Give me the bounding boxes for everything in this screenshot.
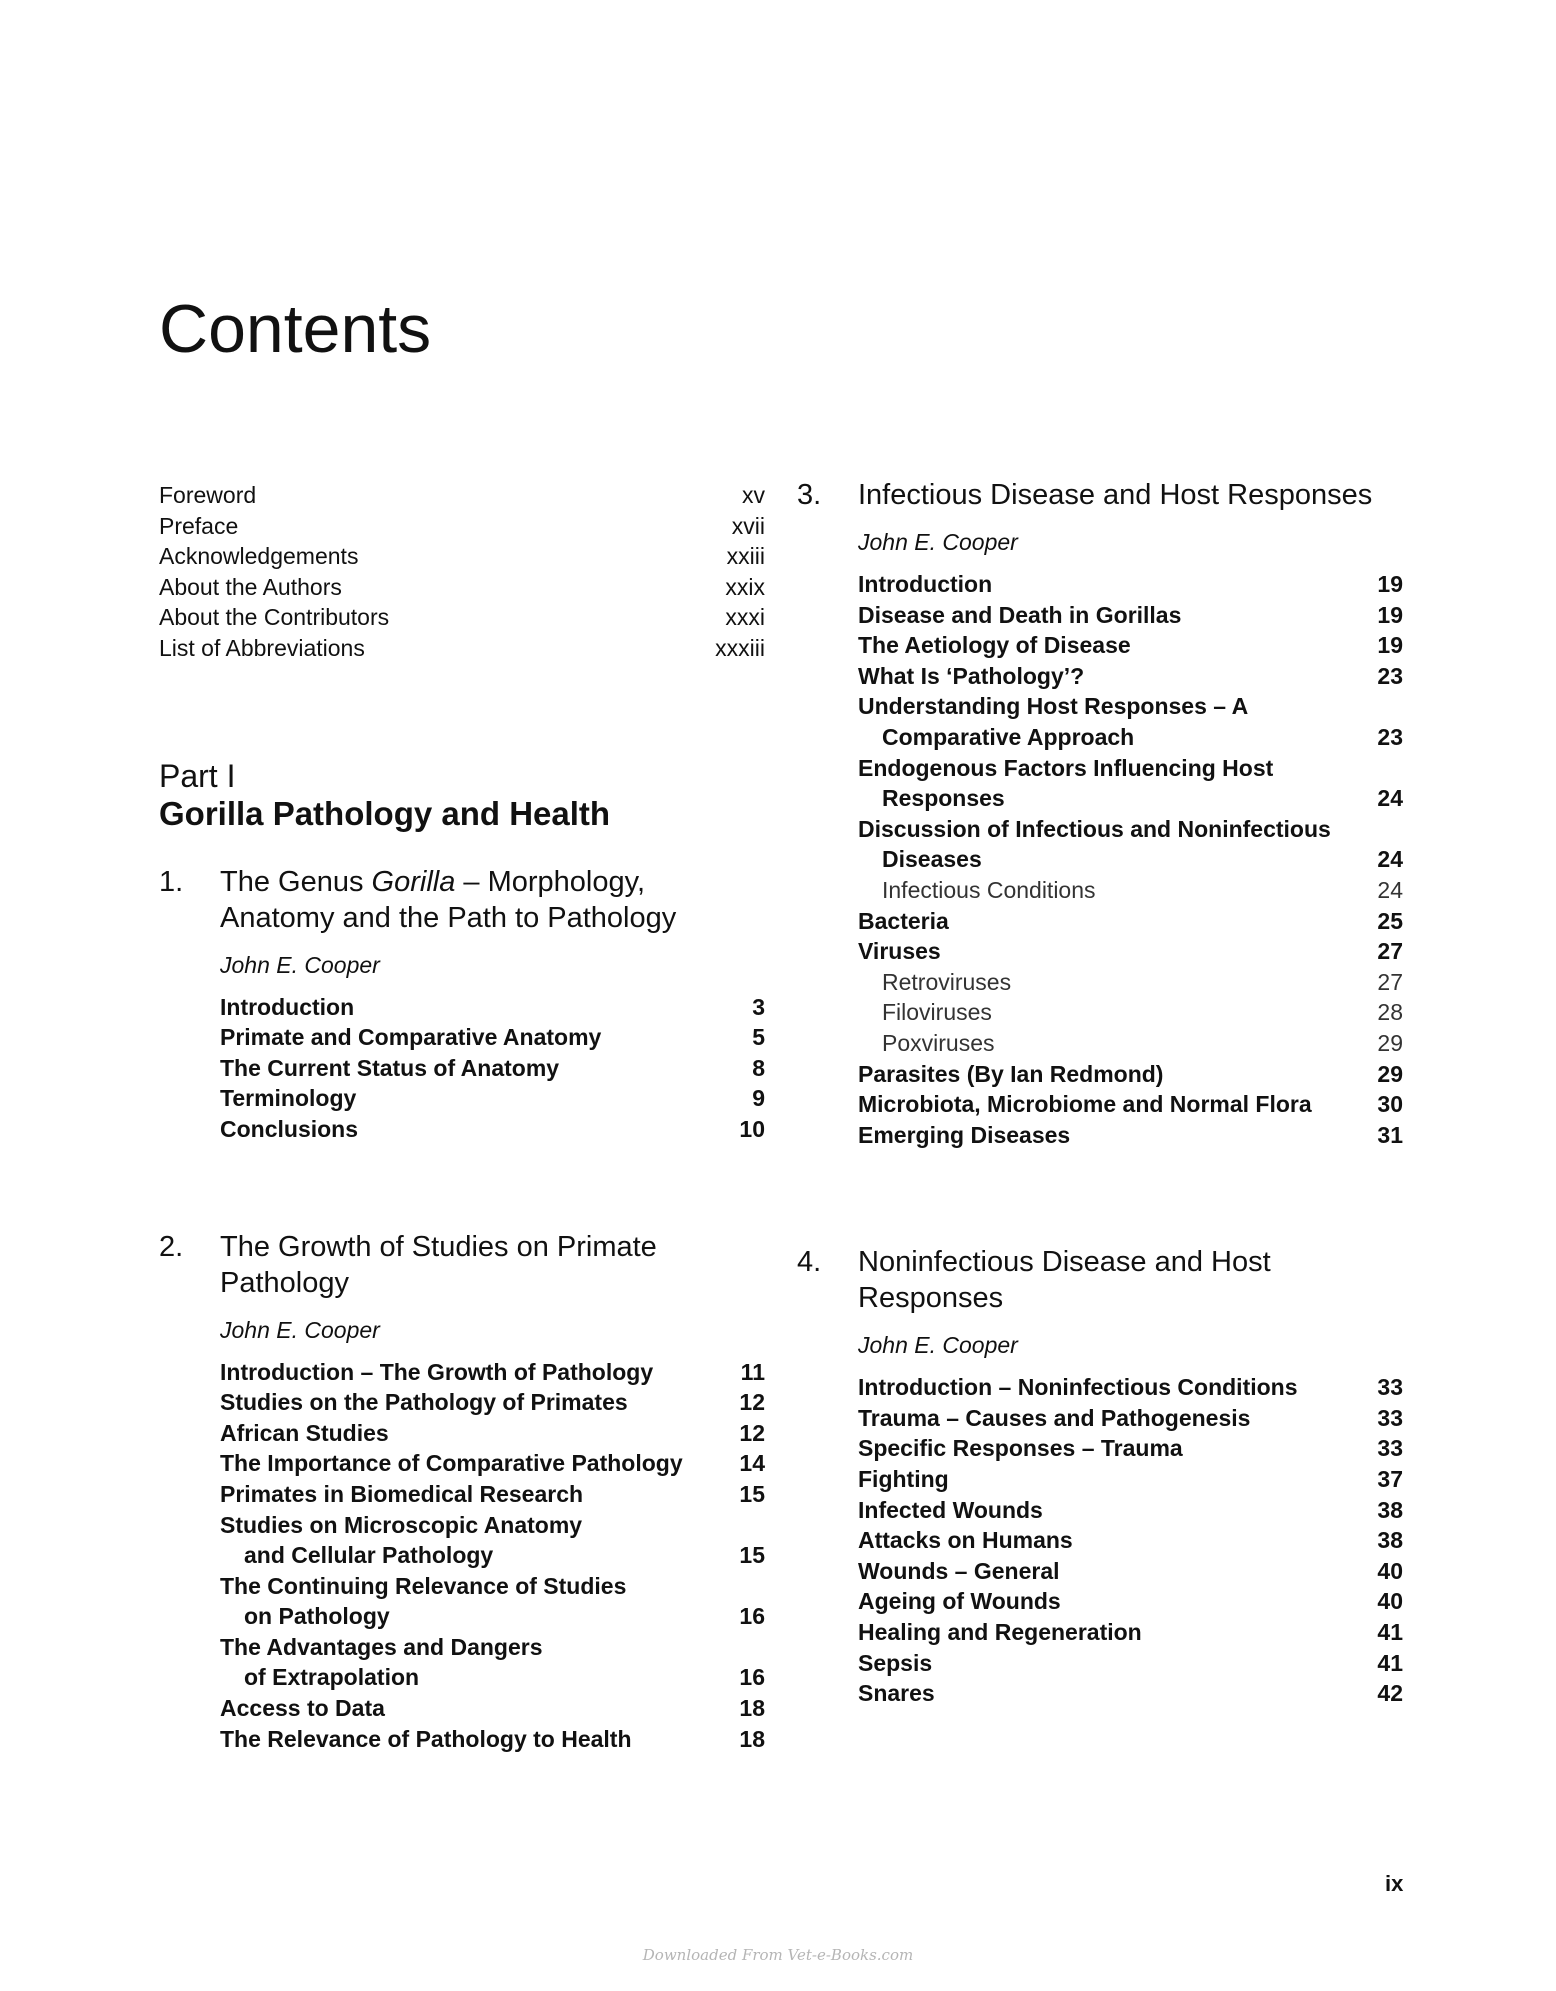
entry-text (220, 1083, 725, 1114)
toc-entry[interactable] (858, 661, 1403, 692)
entry-text-line: Trauma – Causes and Pathogenesis (858, 1404, 1251, 1431)
entry-text-line: Access to Data (220, 1695, 385, 1722)
watermark: Downloaded From Vet-e-Books.com (642, 1946, 914, 1964)
entry-text (858, 691, 1363, 752)
entry-text-continuation: and Cellular Pathology (244, 1542, 494, 1569)
entry-text (858, 936, 1363, 967)
entry-text-line: Studies on the Pathology of Primates (220, 1389, 628, 1416)
chapter-2 (159, 1229, 765, 1755)
entry-page: 40 (1377, 1557, 1403, 1584)
chapter-title-part: – Morphology, Anatomy and the Path to Pathology (220, 865, 677, 934)
entry-text-line: Wounds – General (858, 1557, 1060, 1584)
entry-text (858, 1617, 1363, 1648)
entry-text-line: Retroviruses (882, 968, 1012, 995)
chapter-title: Infectious Disease and Host Responses (858, 479, 1373, 511)
entry-text-line: Fighting (858, 1466, 949, 1493)
front-matter-label: Preface (159, 512, 239, 539)
chapter-4 (797, 1244, 1403, 1709)
toc-entry[interactable] (858, 753, 1403, 814)
entry-text-line: The Relevance of Pathology to Health (220, 1725, 632, 1752)
chapter-title-part: The Genus (220, 865, 372, 898)
chapter-title: Noninfectious Disease and Host Responses (858, 1246, 1271, 1315)
entry-text (858, 1648, 1363, 1679)
entry-text-continuation: Diseases (882, 846, 982, 873)
front-matter-page: xxxiii (715, 634, 765, 661)
entry-text (858, 997, 1363, 1028)
chapter-1 (159, 864, 765, 1145)
entry-text-line: The Advantages and Dangers (220, 1633, 543, 1660)
toc-entry[interactable] (220, 1418, 765, 1449)
front-matter-label: Acknowledgements (159, 543, 359, 570)
chapter-heading[interactable] (159, 864, 765, 936)
chapter-number: 2. (159, 1230, 184, 1263)
entry-page: 19 (1377, 601, 1403, 628)
entry-text (858, 630, 1363, 661)
entry-page: 15 (739, 1480, 765, 1507)
entry-text (220, 1632, 725, 1693)
chapter-title (220, 864, 765, 936)
toc-entry[interactable] (220, 992, 765, 1023)
entry-page: 27 (1377, 968, 1403, 995)
toc-entry[interactable] (858, 1464, 1403, 1495)
entry-text (220, 1448, 725, 1479)
entry-page: 12 (739, 1389, 765, 1416)
front-matter-item[interactable] (159, 572, 765, 603)
chapter-author: John E. Cooper (858, 529, 1018, 555)
front-matter-label: About the Authors (159, 573, 342, 600)
part-number: Part I (159, 757, 236, 794)
toc-entry[interactable] (858, 1120, 1403, 1151)
front-matter-item[interactable] (159, 602, 765, 633)
entry-text-line: Discussion of Infectious and Noninfectious (858, 815, 1331, 842)
entry-text (858, 1556, 1363, 1587)
toc-entry[interactable] (858, 1403, 1403, 1434)
entry-text-line: Introduction (858, 571, 993, 597)
entry-text-line: The Current Status of Anatomy (220, 1054, 560, 1081)
entry-page: 24 (1377, 846, 1403, 873)
toc-entry[interactable] (858, 1372, 1403, 1403)
entry-page: 30 (1377, 1091, 1403, 1118)
entry-text-line: The Aetiology of Disease (858, 632, 1131, 659)
entry-text-line: Understanding Host Responses – A (858, 693, 1249, 720)
entry-text-line: Introduction – The Growth of Pathology (220, 1358, 654, 1385)
entry-page: 19 (1377, 632, 1403, 659)
entry-page: 33 (1377, 1374, 1403, 1401)
front-matter-page: xxiii (726, 543, 765, 570)
toc-subentry[interactable] (858, 875, 1403, 906)
entry-page: 16 (739, 1664, 765, 1691)
entry-text-line: Disease and Death in Gorillas (858, 601, 1182, 628)
page-title: Contents (159, 291, 432, 367)
entry-text (858, 1433, 1363, 1464)
entry-page: 42 (1377, 1680, 1403, 1707)
entry-text (858, 814, 1363, 875)
toc-entry[interactable] (858, 691, 1403, 752)
toc-subentry[interactable] (858, 997, 1403, 1028)
front-matter-item[interactable] (159, 633, 765, 664)
toc-entry[interactable] (220, 1022, 765, 1053)
entry-text-line: Terminology (220, 1085, 357, 1112)
front-matter-page: xvii (731, 512, 765, 539)
toc-entry[interactable] (858, 1678, 1403, 1709)
entry-text-continuation: on Pathology (244, 1603, 390, 1630)
entry-text-line: Primates in Biomedical Research (220, 1480, 584, 1507)
entry-text (858, 1495, 1363, 1526)
entry-text-line: African Studies (220, 1419, 389, 1446)
front-matter-item[interactable] (159, 511, 765, 542)
entry-text (220, 1022, 725, 1053)
toc-entry[interactable] (220, 1083, 765, 1114)
entry-page: 33 (1377, 1404, 1403, 1431)
toc-entry[interactable] (220, 1724, 765, 1755)
toc-entry[interactable] (858, 1059, 1403, 1090)
entry-page: 16 (739, 1603, 765, 1630)
entry-text (858, 1464, 1363, 1495)
right-column (797, 480, 1403, 1709)
entry-text (220, 1724, 725, 1755)
entry-text-line: Emerging Diseases (858, 1121, 1071, 1148)
entry-text-line: Introduction – Noninfectious Conditions (858, 1374, 1298, 1401)
entry-text-line: Endogenous Factors Influencing Host (858, 754, 1274, 781)
front-matter-label: About the Contributors (159, 604, 390, 631)
entry-text-continuation: Responses (882, 785, 1005, 812)
toc-entry[interactable] (220, 1387, 765, 1418)
toc-entry[interactable] (858, 1433, 1403, 1464)
chapter-title-genus: Gorilla (371, 865, 456, 898)
entry-page: 23 (1377, 723, 1403, 750)
entry-text (220, 1357, 725, 1388)
entry-page: 15 (739, 1542, 765, 1569)
chapter-number: 1. (159, 865, 184, 898)
entry-text-line: Studies on Microscopic Anatomy (220, 1511, 583, 1538)
toc-entry[interactable] (858, 1617, 1403, 1648)
front-matter-list (159, 480, 765, 664)
chapter-3 (797, 477, 1403, 1150)
toc-entry[interactable] (858, 936, 1403, 967)
chapter-author: John E. Cooper (220, 1316, 380, 1343)
left-column (159, 480, 765, 1754)
entry-page: 9 (752, 1085, 765, 1112)
part-title: Gorilla Pathology and Health (159, 794, 611, 832)
chapter-entries (220, 1357, 765, 1755)
toc-entry[interactable] (220, 1053, 765, 1084)
entry-text (858, 875, 1363, 906)
entry-page: 5 (752, 1024, 765, 1051)
entry-text-line: Sepsis (858, 1649, 933, 1676)
toc-entry[interactable] (220, 1693, 765, 1724)
entry-text (220, 1053, 725, 1084)
toc-entry[interactable] (220, 1448, 765, 1479)
chapter-author: John E. Cooper (858, 1332, 1018, 1359)
toc-entry[interactable] (858, 906, 1403, 937)
entry-page: 27 (1377, 938, 1403, 965)
entry-text (858, 1678, 1363, 1709)
entry-page: 25 (1377, 907, 1403, 934)
toc-entry[interactable] (220, 1510, 765, 1571)
toc-entry[interactable] (220, 1571, 765, 1632)
toc-entry[interactable] (220, 1114, 765, 1145)
entry-page: 40 (1377, 1588, 1403, 1615)
toc-entry[interactable] (858, 1525, 1403, 1556)
entry-page: 29 (1377, 1060, 1403, 1087)
entry-text-line: Conclusions (220, 1115, 359, 1142)
toc-entry[interactable] (220, 1357, 765, 1388)
front-matter-item[interactable] (159, 480, 765, 511)
entry-text-continuation: Comparative Approach (882, 723, 1135, 750)
entry-text-line: Viruses (858, 938, 941, 965)
toc-entry[interactable] (858, 569, 1403, 600)
chapter-entries (858, 1372, 1403, 1709)
entry-text (220, 1571, 725, 1632)
entry-text-line: Snares (858, 1680, 935, 1707)
entry-text-line: What Is ‘Pathology’? (858, 662, 1085, 689)
entry-page: 41 (1377, 1619, 1403, 1646)
entry-text-line: The Continuing Relevance of Studies (220, 1572, 627, 1599)
toc-subentry[interactable] (858, 967, 1403, 998)
entry-text (858, 1089, 1363, 1120)
chapter-entries (858, 569, 1403, 1150)
chapter-heading[interactable] (797, 477, 1403, 513)
entry-page: 8 (752, 1054, 765, 1081)
chapter-number: 4. (797, 1246, 822, 1279)
entry-page: 18 (739, 1695, 765, 1722)
chapter-heading[interactable] (797, 1244, 1403, 1316)
entry-page: 33 (1377, 1435, 1403, 1462)
entry-text-line: Infectious Conditions (882, 876, 1096, 903)
front-matter-label: Foreword (159, 482, 257, 508)
entry-text-continuation: of Extrapolation (244, 1664, 420, 1691)
entry-text-line: Microbiota, Microbiome and Normal Flora (858, 1091, 1312, 1118)
entry-text (220, 1418, 725, 1449)
entry-page: 24 (1377, 785, 1403, 812)
chapter-author: John E. Cooper (220, 951, 380, 978)
entry-page: 37 (1377, 1466, 1403, 1493)
toc-subentry[interactable] (858, 1028, 1403, 1059)
toc-entry[interactable] (858, 600, 1403, 631)
entry-page: 12 (739, 1419, 765, 1446)
entry-text (220, 1510, 725, 1571)
toc-entry[interactable] (858, 1648, 1403, 1679)
entry-text (858, 1403, 1363, 1434)
entry-page: 28 (1377, 999, 1403, 1026)
front-matter-page: xxix (725, 573, 765, 600)
entry-page: 41 (1377, 1649, 1403, 1676)
toc-entry[interactable] (858, 1556, 1403, 1587)
entry-page: 31 (1377, 1121, 1403, 1148)
entry-text (220, 992, 725, 1023)
entry-text-line: Attacks on Humans (858, 1527, 1073, 1554)
toc-entry[interactable] (220, 1479, 765, 1510)
entry-text-line: Poxviruses (882, 1029, 995, 1056)
entry-page: 29 (1377, 1029, 1403, 1056)
entry-text (858, 1028, 1363, 1059)
entry-text (858, 906, 1363, 937)
entry-page: 38 (1377, 1527, 1403, 1554)
entry-page: 3 (752, 993, 765, 1020)
entry-text (858, 1120, 1363, 1151)
entry-text (220, 1693, 725, 1724)
toc-entry[interactable] (858, 1586, 1403, 1617)
chapter-title: The Growth of Studies on Primate Pathology (220, 1230, 657, 1299)
entry-text (858, 1059, 1363, 1090)
entry-page: 18 (739, 1725, 765, 1752)
entry-text-line: Primate and Comparative Anatomy (220, 1024, 602, 1051)
entry-text-line: Ageing of Wounds (858, 1588, 1061, 1615)
entry-page: 14 (739, 1450, 765, 1477)
entry-page: 23 (1377, 662, 1403, 689)
entry-text-line: Specific Responses – Trauma (858, 1435, 1183, 1462)
toc-entry[interactable] (220, 1632, 765, 1693)
entry-text (858, 1525, 1363, 1556)
entry-text (220, 1114, 725, 1145)
toc-entry[interactable] (858, 630, 1403, 661)
front-matter-page: xv (742, 482, 765, 508)
toc-entry[interactable] (858, 1089, 1403, 1120)
entry-text-line: Introduction (220, 993, 355, 1020)
front-matter-page: xxxi (725, 604, 765, 631)
entry-text (858, 661, 1363, 692)
entry-text (220, 1479, 725, 1510)
entry-text (858, 753, 1363, 814)
front-matter-item[interactable] (159, 541, 765, 572)
entry-text (220, 1387, 725, 1418)
entry-page: 11 (740, 1358, 765, 1385)
entry-text-line: The Importance of Comparative Pathology (220, 1450, 683, 1477)
entry-text-line: Parasites (By Ian Redmond) (858, 1060, 1164, 1087)
entry-page: 38 (1377, 1496, 1403, 1523)
entry-text-line: Infected Wounds (858, 1496, 1043, 1523)
toc-entry[interactable] (858, 1495, 1403, 1526)
entry-text (858, 1586, 1363, 1617)
chapter-number: 3. (797, 479, 822, 511)
entry-text (858, 569, 1363, 600)
entry-text-line: Filoviruses (882, 999, 992, 1026)
entry-page: 10 (739, 1115, 765, 1142)
chapter-heading[interactable] (159, 1229, 765, 1301)
chapter-entries (220, 992, 765, 1145)
entry-page: 19 (1377, 571, 1403, 597)
entry-text-line: Healing and Regeneration (858, 1619, 1142, 1646)
front-matter-label: List of Abbreviations (159, 634, 365, 661)
page-folio: ix (1385, 1871, 1404, 1896)
entry-text (858, 600, 1363, 631)
entry-page: 24 (1377, 876, 1403, 903)
toc-entry[interactable] (858, 814, 1403, 875)
entry-text (858, 967, 1363, 998)
entry-text-line: Bacteria (858, 907, 949, 934)
entry-text (858, 1372, 1363, 1403)
